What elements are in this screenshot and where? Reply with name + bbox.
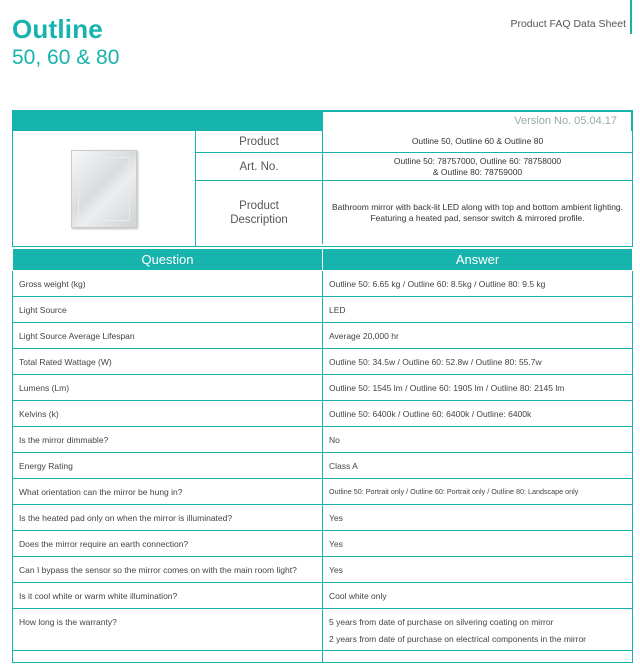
warranty-line: 2 years from date of purchase on electrical components in the mirror xyxy=(329,634,587,644)
info-value: Outline 50: 78757000, Outline 60: 78758000 & Outline 80: 78759000 xyxy=(393,155,562,177)
info-row-art-no xyxy=(196,153,632,181)
table-row: What orientation can the mirror be hung in? Outline 50: Portrait only / Outline 60: Portrait only / Outline 80: Landscape only xyxy=(13,479,633,505)
table-row: Kelvins (k) Outline 50: 6400k / Outline 60: 6400k / Outline: 6400k xyxy=(13,401,633,427)
page-title: Outline xyxy=(12,14,103,44)
table-row: Can I bypass the sensor so the mirror comes on with the main room light? Yes xyxy=(13,557,633,583)
table-row: Light Source LED xyxy=(13,297,633,323)
info-label: Product Description xyxy=(196,181,323,244)
faq-table xyxy=(12,248,633,663)
table-row: Does the mirror require an earth connection? Yes xyxy=(13,531,633,557)
info-value: Bathroom mirror with back-lit LED along with top and bottom ambient lighting. Featuring a heated pad, sensor switch & mirrored profile. xyxy=(331,201,624,223)
page-subtitle: 50, 60 & 80 xyxy=(12,46,120,69)
table-row: Total Rated Wattage (W) Outline 50: 34.5w / Outline 60: 52.8w / Outline 80: 55.7w xyxy=(13,349,633,375)
table-row: Lumens (Lm) Outline 50: 1545 lm / Outline 60: 1905 lm / Outline 80: 2145 lm xyxy=(13,375,633,401)
table-row: Is the heated pad only on when the mirror is illuminated? Yes xyxy=(13,505,633,531)
info-label: Product xyxy=(196,131,323,152)
product-info-table xyxy=(12,110,633,247)
info-label: Art. No. xyxy=(196,153,323,180)
table-row: Gross weight (kg) Outline 50: 6.65 kg / Outline 60: 8.5kg / Outline 80: 9.5 kg xyxy=(13,271,633,297)
column-header-answer: Answer xyxy=(323,249,633,271)
header-accent-bar xyxy=(630,0,632,34)
version-number: Version No. 05.04.17 xyxy=(322,111,632,131)
column-header-question: Question xyxy=(13,249,323,271)
info-value: Outline 50, Outline 60 & Outline 80 xyxy=(411,136,544,146)
table-row: Energy Rating Class A xyxy=(13,453,633,479)
warranty-line: 5 years from date of purchase on silvering coating on mirror xyxy=(329,617,554,627)
table-row: Is the mirror dimmable? No xyxy=(13,427,633,453)
table-row xyxy=(13,651,633,663)
table-row: Light Source Average Lifespan Average 20,000 hr xyxy=(13,323,633,349)
document-type: Product FAQ Data Sheet xyxy=(510,18,626,30)
info-header-bar xyxy=(13,111,632,131)
info-row-product xyxy=(196,131,632,153)
table-row-warranty: How long is the warranty? 5 years from date of purchase on silvering coating on mirror 2 years from date of purchase on electrical components in the mirror xyxy=(13,609,633,651)
mirror-image xyxy=(71,150,137,228)
info-row-description xyxy=(196,181,632,244)
table-row: Is it cool white or warm white illumination? Cool white only xyxy=(13,583,633,609)
product-image-cell xyxy=(13,131,196,246)
